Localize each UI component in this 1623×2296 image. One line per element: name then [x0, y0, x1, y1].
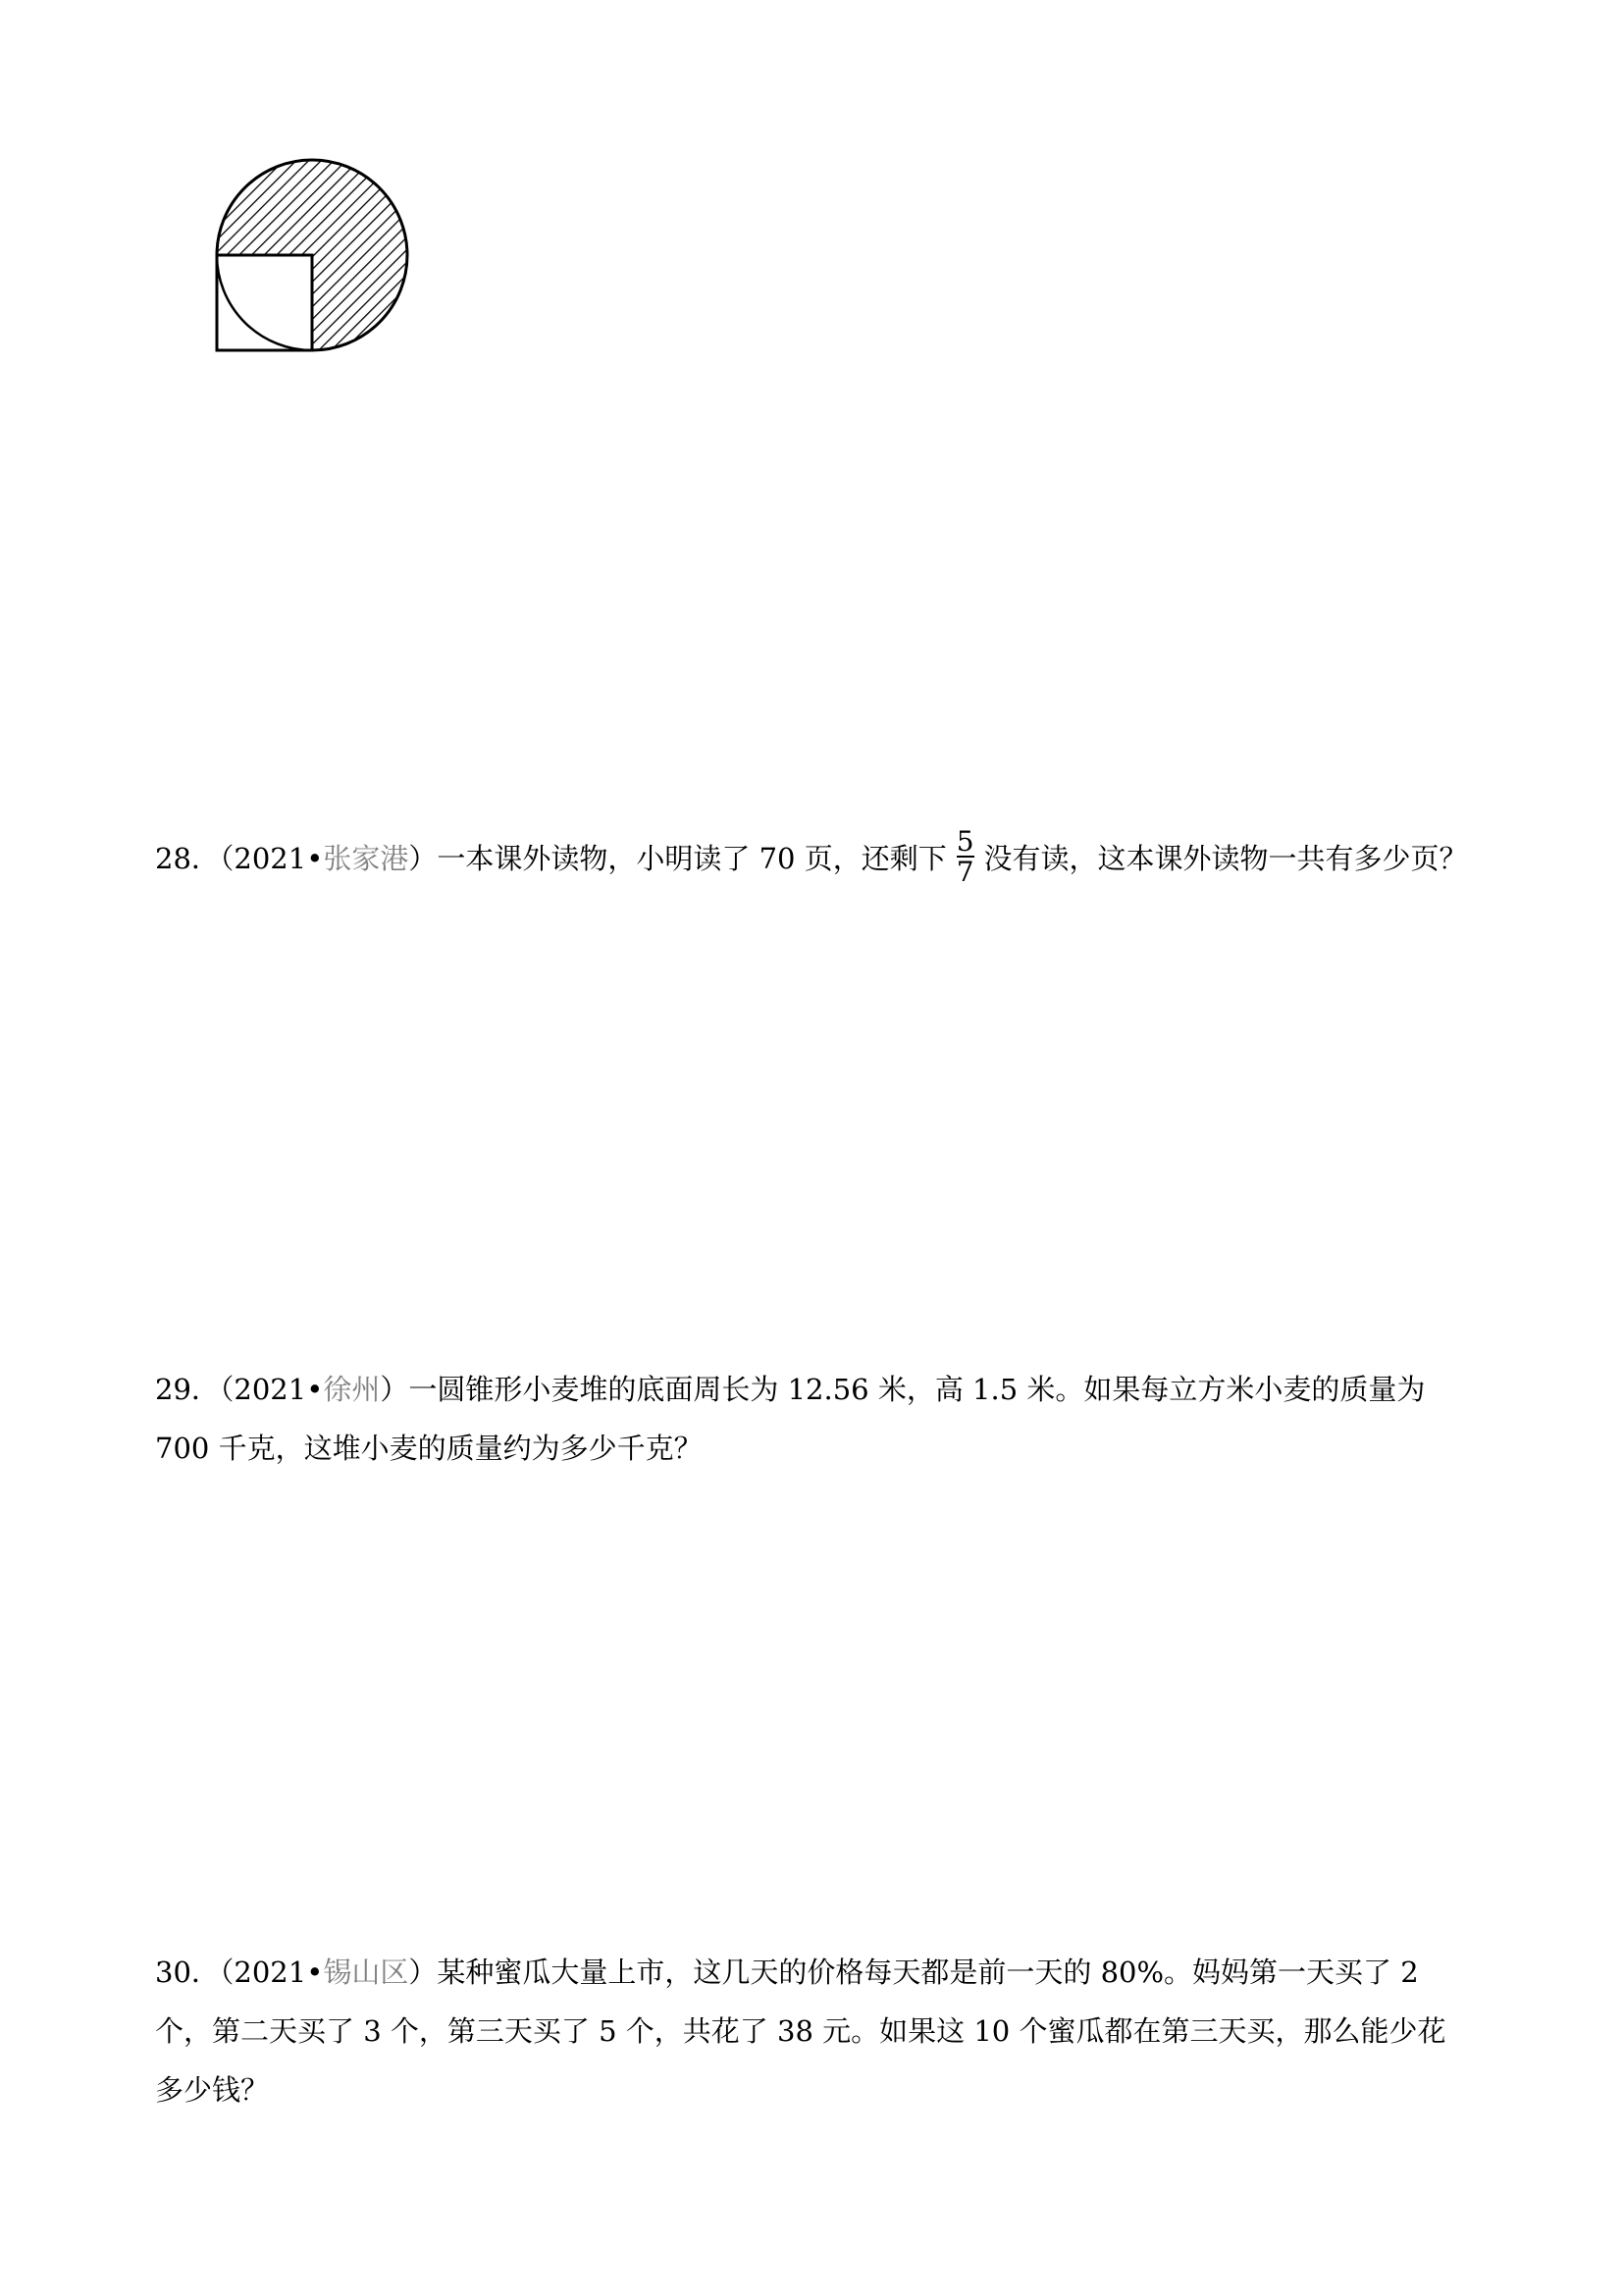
question-number: 29． — [155, 1373, 220, 1406]
question-close: ） — [408, 842, 438, 875]
question-source: 张家港 — [323, 842, 409, 875]
geometry-figure — [196, 147, 422, 363]
question-source: 徐州 — [323, 1373, 381, 1406]
question-open: （2021• — [219, 842, 324, 875]
fraction-denominator: 7 — [956, 856, 974, 888]
question-text-after: 没有读，这本课外读物一共有多少页？ — [983, 842, 1468, 875]
question-close: ） — [408, 1956, 438, 1989]
question-number: 30． — [155, 1956, 220, 1989]
question-source: 锡山区 — [323, 1956, 409, 1989]
question-number: 28． — [155, 842, 220, 875]
question-open: （2021• — [219, 1956, 324, 1989]
fraction — [956, 824, 974, 888]
question-text: 某种蜜瓜大量上市，这几天的价格每天都是前一天的 80%。妈妈第一天买了 2 个，第二天买了 3 个，第三天买了 5 个，共花了 38 元。如果这 10 个蜜瓜都在第三天买，那么能少花多少钱？ — [155, 1956, 1446, 2107]
question-open: （2021• — [219, 1373, 324, 1406]
question-text: 一圆锥形小麦堆的底面周长为 12.56 米，高 1.5 米。如果每立方米小麦的质量为 700 千克，这堆小麦的质量约为多少千克？ — [155, 1373, 1426, 1465]
question-29 — [155, 1360, 1470, 1478]
question-close: ） — [380, 1373, 409, 1406]
fraction-numerator: 5 — [956, 824, 974, 858]
question-text: 一本课外读物，小明读了 70 页，还剩下 — [437, 842, 947, 875]
question-30 — [155, 1943, 1470, 2119]
question-28 — [155, 824, 1470, 890]
bottom-square — [217, 255, 312, 350]
